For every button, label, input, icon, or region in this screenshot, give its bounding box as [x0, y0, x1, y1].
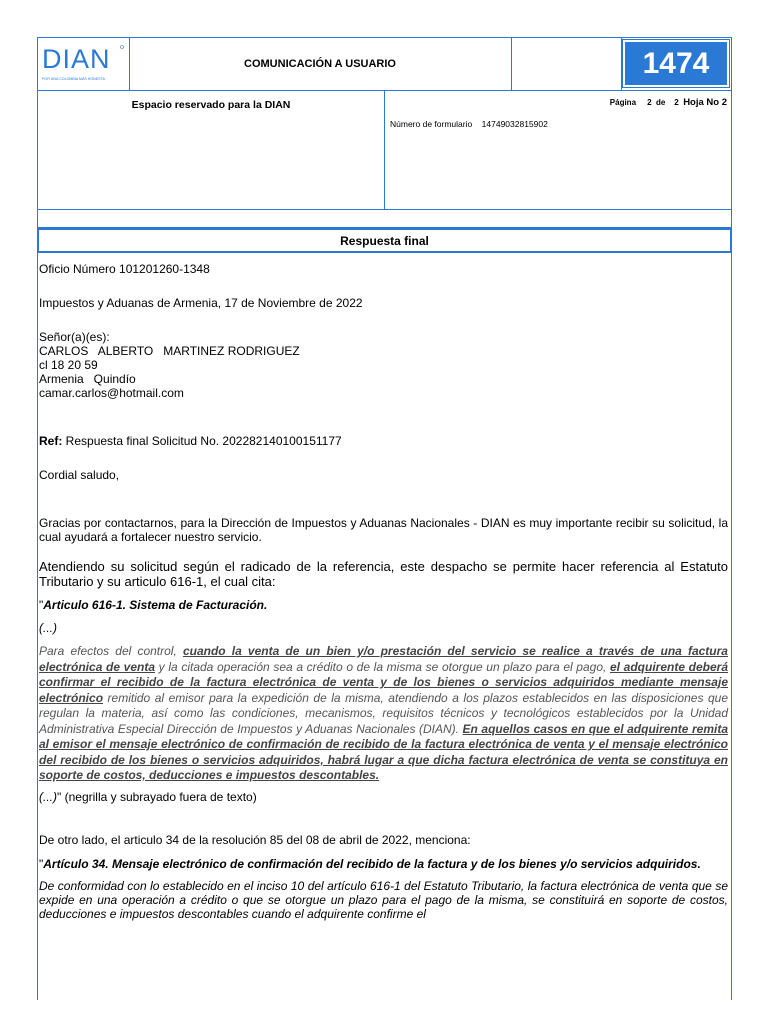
ref-label: Ref: — [39, 434, 63, 448]
article-34-heading: Artículo 34. Mensaje electrónico de confirmación del recibido de la factura y de los bienes y/o servicios adquiridos. — [43, 856, 701, 871]
ellipsis-2: (...) — [39, 789, 57, 804]
sheet-number: Hoja No 2 — [683, 97, 727, 108]
greeting: Cordial saludo, — [39, 468, 120, 482]
dian-logo — [38, 38, 130, 90]
reference-line — [39, 434, 728, 448]
ellipsis-1: (...) — [39, 621, 57, 635]
page-indicator — [610, 97, 727, 108]
page-of: de — [656, 98, 666, 107]
quote-closing — [39, 790, 728, 804]
letter-body — [39, 262, 728, 921]
recipient-email: camar.carlos@hotmail.com — [39, 386, 184, 400]
quote-part-e: remitido al emisor para la expedición de la misma, atendiendo a los plazos establecidos en las disposiciones que regulan la materia, así como las condiciones, mecanismos, requisitos técnicos y tecnológicos establecidos por la Unidad Administrativa Especial Dirección de Impuestos y Aduanas Nacionales (DIAN). — [39, 690, 728, 736]
quote-part-a: Para efectos del control, — [39, 644, 183, 658]
quote-open: " — [39, 598, 44, 612]
quote-closing-note: " (negrilla y subrayado fuera de texto) — [57, 789, 257, 804]
page-label: Página — [609, 98, 637, 107]
form-title: COMUNICACIÓN A USUARIO — [129, 38, 512, 90]
header-empty-cell — [511, 38, 622, 90]
quote-part-f: En aquellos casos en que el adquirente remita al emisor el mensaje electrónico de confirmación de recibido de la factura electrónica de venta y el mensaje electrónico del recibido de los bienes o servicios adquiridos, habrá lugar a que dicha factura electrónica de venta se constituya en soporte de costos, deducciones e impuestos descontables. — [39, 721, 729, 782]
meta-divider — [384, 91, 385, 209]
quote-part-d: el adquirente deberá confirmar el recibido de la factura electrónica de venta y de los bienes o servicios adquiridos mediante mensaje electrónico — [39, 659, 729, 705]
page-total: 2 — [674, 98, 679, 107]
article-616-heading: Articulo 616-1. Sistema de Facturación. — [43, 598, 268, 612]
oficio-number: Oficio Número 101201260-1348 — [39, 262, 210, 276]
quote-part-c: y la citada operación sea a crédito o de la misma se otorgue un plazo para el pago, — [155, 659, 610, 674]
form-no-label: Número de formulario — [390, 119, 473, 129]
paragraph-attending: Atendiendo su solicitud según el radicado de la referencia, este despacho se permite hacer referencia al Estatuto Tributario y su articulo 616-1, el cual cita: — [39, 559, 728, 589]
page-current: 2 — [647, 98, 652, 107]
article-616-title — [39, 598, 728, 612]
logo-wordmark: DIAN — [42, 44, 111, 74]
form-no-value: 14749032815902 — [481, 119, 548, 129]
place-date: Impuestos y Aduanas de Armenia, 17 de Noviembre de 2022 — [39, 296, 363, 310]
quote-part-b: cuando la venta de un bien y/o prestación del servicio se realice a través de una factura electrónica de venta — [39, 644, 728, 674]
article-34-text: De conformidad con lo establecido en el inciso 10 del artículo 616-1 del Estatuto Tributario, la factura electrónica de venta que se expide en una operación a crédito o que se otorgue un plazo para el pago de la misma, se constituirá en soporte de costos, deducciones e impuestos descontables cuando el adquirente confirme el — [39, 878, 728, 921]
salutation-to: Señor(a)(es): — [39, 330, 110, 344]
paragraph-resolution: De otro lado, el articulo 34 de la resolución 85 del 08 de abril de 2022, menciona: — [39, 832, 471, 847]
reserved-space-label: Espacio reservado para la DIAN — [131, 99, 291, 111]
quote-open-2: " — [39, 856, 44, 871]
form-number-line — [390, 119, 548, 129]
quoted-article-text — [39, 644, 728, 784]
spacer-row — [37, 210, 732, 228]
recipient-city: Armenia Quindío — [39, 372, 136, 386]
paragraph-thanks: Gracias por contactarnos, para la Dirección de Impuestos y Aduanas Nacionales - DIAN es muy importante recibir su solicitud, la cual ayudará a fortalecer nuestro servicio. — [39, 516, 728, 544]
form-number-badge: 1474 — [623, 40, 729, 87]
meta-section — [37, 91, 732, 210]
recipient-name: CARLOS ALBERTO MARTINEZ RODRIGUEZ — [39, 344, 300, 358]
recipient-address: cl 18 20 59 — [39, 358, 98, 372]
logo-tagline: POR UNA COLOMBIA MÁS HONESTA — [42, 77, 105, 81]
article-34-title — [39, 857, 728, 871]
ref-text: Respuesta final Solicitud No. 202282140100151177 — [62, 434, 342, 448]
section-title: Respuesta final — [37, 228, 732, 253]
